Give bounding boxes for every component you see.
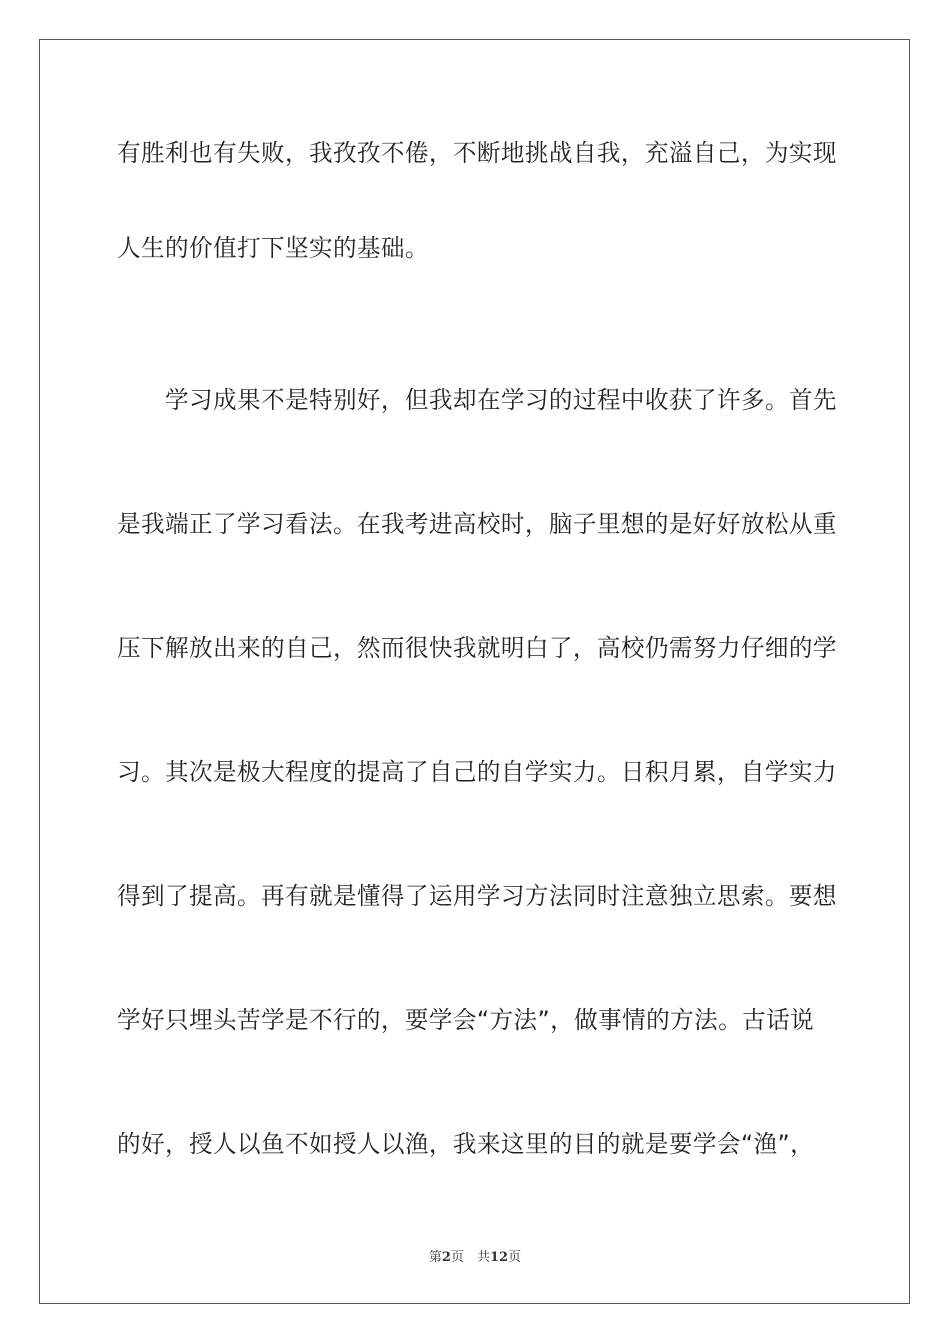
text-line: 人生的价值打下坚实的基础。 <box>117 234 429 262</box>
text-line: 是我端正了学习看法。在我考进高校时，脑子里想的是好好放松从重 <box>117 510 837 538</box>
footer-mid: 页 共 <box>450 1250 490 1265</box>
text-line: 的好，授人以鱼不如授人以渔，我来这里的目的就是要学会“渔”， <box>117 1130 815 1158</box>
text-line: 习。其次是极大程度的提高了自己的自学实力。日积月累，自学实力 <box>117 758 837 786</box>
page-footer <box>0 1246 950 1265</box>
text-line: 压下解放出来的自己，然而很快我就明白了，高校仍需努力仔细的学 <box>117 634 837 662</box>
footer-page-number: 2 <box>441 1250 451 1265</box>
text-line: 学好只埋头苦学是不行的，要学会“方法”，做事情的方法。古话说 <box>117 1006 815 1034</box>
text-line: 学习成果不是特别好，但我却在学习的过程中收获了许多。首先 <box>117 386 837 414</box>
footer-page-total: 12 <box>489 1250 509 1265</box>
text-line: 有胜利也有失败，我孜孜不倦，不断地挑战自我，充溢自己，为实现 <box>117 139 837 167</box>
footer-suffix: 页 <box>508 1250 522 1265</box>
page-border <box>39 39 910 1304</box>
footer-prefix: 第 <box>428 1250 442 1265</box>
text-line: 得到了提高。再有就是懂得了运用学习方法同时注意独立思索。要想 <box>117 882 837 910</box>
